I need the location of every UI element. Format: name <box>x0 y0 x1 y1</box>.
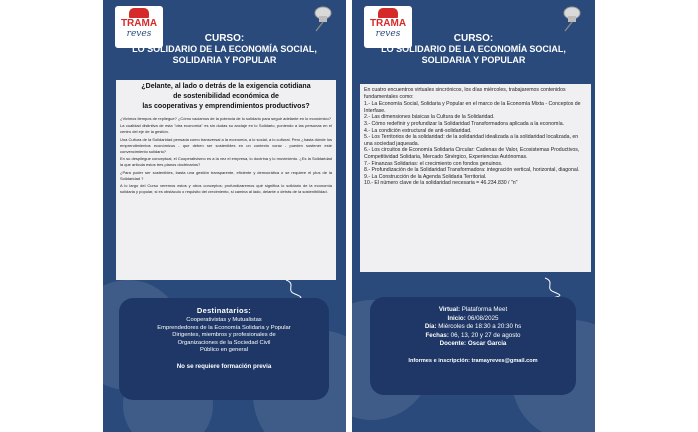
contents-intro: En cuatro encuentros virtuales sincrónicos, los días miércoles, trabajaremos contenidos fundamentales como: <box>364 87 566 100</box>
flyer-left <box>103 0 346 432</box>
contents-list <box>364 101 587 187</box>
list-item: 6.- Los circuitos de Economía Solidaria Circular: Cadenas de Valor, Ecosistemas Productivos, Competitividad Solidaria, Mercado Sinérgico, Experiencias Autónomas. <box>364 147 580 160</box>
speech-bubble-icon <box>129 8 149 18</box>
list-item: 2.- Las dimensiones básicas la Cultura de la Solidaridad. <box>364 114 495 121</box>
question-line: de sostenibilidad económica de <box>173 93 279 100</box>
detail-label: Día: <box>424 323 437 331</box>
audience-line: Público en general <box>199 347 249 354</box>
contact-email[interactable]: tramayreves@gmail.com <box>471 357 538 364</box>
audience-line: Cooperativistas y Mutualistas <box>186 317 262 323</box>
paragraph: ¿Vivimos tiempos de repliegue? ¿Cómo vaciamos de la potencia de lo solidario para seguir adelante en lo económico? <box>120 116 331 121</box>
list-item: 3.- Cómo redefinir y profundizar la Solidaridad Transformadora aplicada a la economía. <box>364 120 565 127</box>
course-title-line: SOLIDARIA Y POPULAR <box>421 55 526 65</box>
detail-value: 06, 13, 20 y 27 de agosto <box>450 331 521 339</box>
paragraph: En su despliegue conceptual, el Cooperativismo es a la vez el empresa, lo doctrina y lo movimiento. ¿Es la Solidaridad la que articula estos tres planos doctrinarios? <box>120 156 332 168</box>
detail-teacher <box>370 340 576 349</box>
course-title <box>352 33 595 66</box>
detail-dates <box>370 332 576 341</box>
list-item: 4.- La condición estructural de anti-solidaridad. <box>364 127 472 134</box>
detail-label: Informes e inscripción: <box>408 357 470 364</box>
detail-label: Virtual: <box>438 306 461 313</box>
detail-value: 06/08/2025 <box>467 314 499 322</box>
course-title-line: SOLIDARIA Y POPULAR <box>172 55 277 65</box>
audience-heading: Destinatarios: <box>196 306 252 315</box>
detail-day <box>370 323 576 332</box>
detail-value: Plataforma Meet <box>461 306 508 313</box>
brand-subname: reves <box>126 29 152 39</box>
detail-label: Fechas: <box>425 331 449 339</box>
paragraph: ¿Para poder ser sostenibles, basta una gestión transparente, eficiente y democrática o se requiere el plus de la Solidaridad ? <box>120 169 332 181</box>
course-kicker: CURSO: <box>204 33 245 44</box>
question-line: ¿Delante, al lado o detrás de la exigencia cotidiana <box>141 83 311 90</box>
course-title-line: LO SOLIDARIO DE LA ECONOMÍA SOCIAL, <box>132 44 317 54</box>
detail-virtual <box>370 306 576 315</box>
list-item: 9.- La Construcción de la Agenda Solidaria Territorial. <box>364 173 487 180</box>
details-box <box>370 297 576 395</box>
requirement-note: No se requiere formación previa <box>176 362 272 370</box>
detail-label: Inicio: <box>447 314 466 322</box>
list-item: 10.- El número clave de la solidaridad necesaria = 46.234.830 / "n" <box>364 180 518 187</box>
audience-line: Dirigentes, miembros y profesionales de <box>172 332 276 339</box>
brand-name: TRAMA <box>120 18 158 29</box>
paragraph: Una Cultura de la Solidaridad pensada como transversal a la economía, a lo social, a lo cultural. Pero ¿hasta dónde los emprendimientos económicos - que deben ser sostenibles en un contexto voraz - pueden sostener este convencimiento solidario? <box>120 136 332 155</box>
description-card <box>116 80 336 280</box>
list-item: 1.- La Economía Social, Solidaria y Popular en el marco de la Economía Mixta - Conceptos de Interfase. <box>364 101 581 114</box>
detail-value: Oscar Garcia <box>467 340 507 348</box>
list-item: 5.- Los Territorios de la solidaridad: de la solidaridad idealizada a la solidaridad localizada, en una sociedad jaqueada. <box>364 134 579 147</box>
pushpin-icon <box>557 4 585 32</box>
course-kicker: CURSO: <box>453 33 494 44</box>
paragraph: A lo largo del Curso veremos estos y otros conceptos; profundizaremos qué significa lo solidario de la economía solidaria y popular, si es obstáculo o requisito del crecimiento, si camina al lado, delante o detrás de la sostenibilidad. <box>120 183 332 195</box>
contents-card <box>360 84 591 272</box>
audience-line: Organizaciones de la Sociedad Civil <box>177 339 271 346</box>
card-question <box>120 82 332 112</box>
detail-label: Docente: <box>439 340 467 348</box>
detail-start <box>370 315 576 324</box>
flyer-right <box>352 0 595 432</box>
brand-name: TRAMA <box>369 18 407 29</box>
course-title-line: LO SOLIDARIO DE LA ECONOMÍA SOCIAL, <box>381 44 566 54</box>
list-item: 7.- Finanzas Solidarias: el crecimiento con fondos genuinos. <box>364 160 503 167</box>
brand-subname: reves <box>375 29 401 39</box>
pushpin-icon <box>308 4 336 32</box>
detail-contact <box>370 357 576 365</box>
detail-value: Miércoles de 18:30 a 20:30 hs <box>438 323 522 331</box>
audience-box <box>119 298 329 400</box>
speech-bubble-icon <box>378 8 398 18</box>
paragraph: La cualidad distintiva de esta "otra economía" es sin dudas su anclaje en lo Solidario, poniendo a las personas en el centro del eje de la gestión. <box>120 123 332 135</box>
course-title <box>103 33 346 66</box>
list-item: 8.- Profundización de la Solidaridad Transformadora: integración vertical, horizontal, diagonal. <box>364 167 580 174</box>
audience-line: Emprendedores de la Economía Solidaria y Popular <box>157 324 291 331</box>
question-line: las cooperativas y emprendimientos productivos? <box>142 103 310 110</box>
